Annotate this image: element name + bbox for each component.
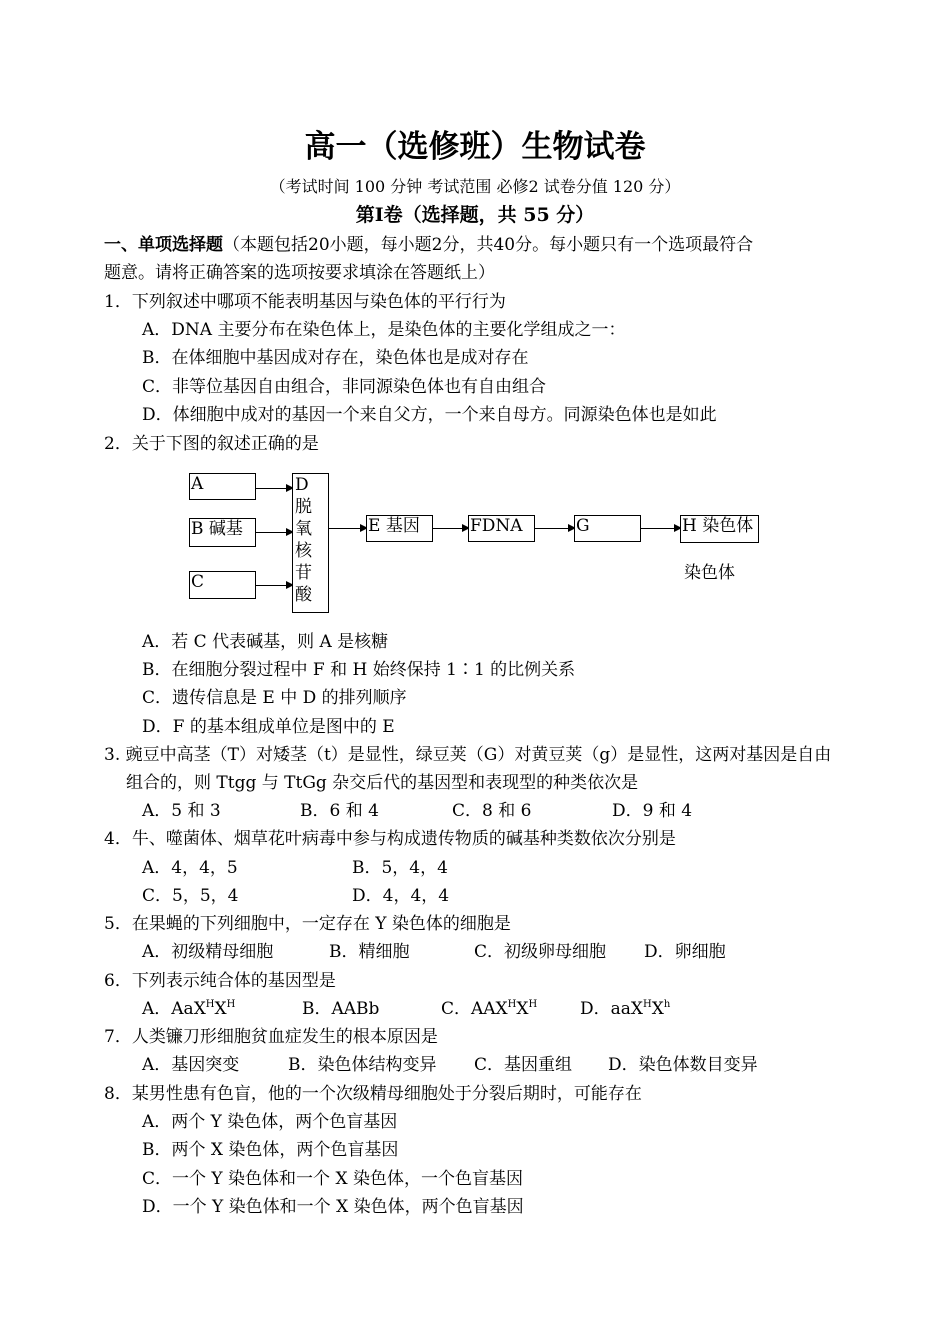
diagram-box-g: G: [574, 515, 641, 542]
genotype-superscript: H: [643, 999, 652, 1010]
section-intro-line-2: 题意。请将正确答案的选项按要求填涂在答题纸上）: [104, 263, 495, 283]
question-4-option-b: B．5，4，4: [352, 858, 448, 878]
question-8-option-b: B．两个 X 染色体，两个色盲基因: [142, 1140, 399, 1160]
question-5-option-c: C．初级卵母细胞: [474, 942, 607, 962]
arrow-a-to-d: [256, 488, 292, 489]
genotype-text: X: [651, 999, 664, 1019]
page-title: 高一（选修班）生物试卷: [304, 129, 646, 165]
question-1-option-b: B．在体细胞中基因成对存在，染色体也是成对存在: [142, 348, 529, 368]
question-8-option-c: C．一个 Y 染色体和一个 X 染色体，一个色盲基因: [142, 1169, 523, 1189]
genotype-superscript: H: [507, 999, 517, 1010]
question-5-option-a: A．初级精母细胞: [142, 942, 274, 962]
question-7-option-a: A．基因突变: [142, 1055, 240, 1075]
question-3-option-d: D．9 和 4: [612, 801, 693, 821]
question-1-option-a: A．DNA 主要分布在染色体上，是染色体的主要化学组成之一：: [142, 320, 626, 340]
question-4-option-c: C．5，5，4: [142, 886, 239, 906]
question-2-stem: 2．关于下图的叙述正确的是: [104, 434, 319, 454]
arrow-b-to-d: [256, 532, 292, 533]
arrow-g-to-h: [641, 528, 680, 529]
genotype-superscript: H: [528, 999, 538, 1010]
question-2-option-a: A．若 C 代表碱基，则 A 是核糖: [142, 632, 389, 652]
genotype-superscript: H: [226, 999, 236, 1010]
box-d-char: 酸: [295, 585, 312, 605]
question-2-option-b: B．在细胞分裂过程中 F 和 H 始终保持 1∶1 的比例关系: [142, 660, 576, 680]
diagram-box-e: E 基因: [366, 515, 433, 542]
diagram-box-f: FDNA: [468, 515, 535, 542]
genotype-superscript: H: [205, 999, 215, 1010]
question-3-option-b: B．6 和 4: [300, 801, 379, 821]
diagram-box-c: C: [189, 571, 256, 599]
question-6-option-a: [142, 998, 235, 1020]
diagram-box-h: H 染色体: [680, 515, 759, 543]
question-2-option-d: D．F 的基本组成单位是图中的 E: [142, 717, 395, 737]
section-intro-line-1: [104, 234, 753, 256]
question-8-option-d: D．一个 Y 染色体和一个 X 染色体，两个色盲基因: [142, 1197, 524, 1217]
question-6-stem: 6．下列表示纯合体的基因型是: [104, 971, 336, 991]
question-1-stem: 1．下列叙述中哪项不能表明基因与染色体的平行行为: [104, 292, 506, 312]
diagram-caption: 染色体: [684, 563, 735, 583]
question-2-option-c: C．遗传信息是 E 中 D 的排列顺序: [142, 688, 407, 708]
question-4-stem: 4．牛、噬菌体、烟草花叶病毒中参与构成遗传物质的碱基种类数依次分别是: [104, 829, 676, 849]
diagram-box-a: A: [189, 473, 256, 500]
question-6-option-d: [580, 998, 670, 1020]
question-5-option-b: B．精细胞: [329, 942, 410, 962]
question-7-option-d: D．染色体数目变异: [608, 1055, 758, 1075]
box-d-char: 核: [295, 541, 312, 561]
genotype-text: A．AaX: [142, 999, 206, 1019]
genotype-text: X: [516, 999, 529, 1019]
box-d-char: 氧: [295, 519, 312, 539]
question-7-stem: 7．人类镰刀形细胞贫血症发生的根本原因是: [104, 1027, 438, 1047]
box-d-char: 脱: [295, 497, 312, 517]
box-d-char: 苷: [295, 563, 312, 583]
genotype-text: D．aaX: [580, 999, 644, 1019]
question-5-stem: 5．在果蝇的下列细胞中，一定存在 Y 染色体的细胞是: [104, 914, 511, 934]
arrow-d-to-e: [329, 528, 366, 529]
question-7-option-b: B．染色体结构变异: [288, 1055, 437, 1075]
diagram-box-b: B 碱基: [189, 518, 256, 547]
question-6-option-b: B．AABb: [302, 999, 380, 1019]
question-5-option-d: D．卵细胞: [644, 942, 726, 962]
question-1-option-d: D．体细胞中成对的基因一个来自父方，一个来自母方。同源染色体也是如此: [142, 405, 717, 425]
question-7-option-c: C．基因重组: [474, 1055, 573, 1075]
exam-info: （考试时间 100 分钟 考试范围 必修2 试卷分值 120 分）: [269, 177, 681, 196]
question-8-option-a: A．两个 Y 染色体，两个色盲基因: [142, 1112, 398, 1132]
section-heading: 一、单项选择题: [104, 235, 223, 255]
arrow-f-to-g: [535, 528, 574, 529]
question-3-stem-line-1: 3. 豌豆中高茎（T）对矮茎（t）是显性，绿豆荚（G）对黄豆荚（g）是显性，这两对基因是自由: [104, 745, 832, 765]
genotype-superscript: h: [663, 999, 671, 1010]
question-3-option-a: A．5 和 3: [142, 801, 221, 821]
section-instructions: （本题包括20小题，每小题2分，共40分。每小题只有一个选项最符合: [223, 235, 754, 255]
question-4-option-d: D．4，4，4: [352, 886, 450, 906]
arrow-e-to-f: [433, 528, 468, 529]
question-1-option-c: C．非等位基因自由组合，非同源染色体也有自由组合: [142, 377, 547, 397]
diagram-box-d: [292, 473, 329, 613]
question-3-stem-line-2: 组合的，则 Ttgg 与 TtGg 杂交后代的基因型和表现型的种类依次是: [126, 773, 639, 793]
question-8-stem: 8．某男性患有色盲，他的一个次级精母细胞处于分裂后期时，可能存在: [104, 1084, 642, 1104]
genotype-text: X: [214, 999, 227, 1019]
question-4-option-a: A．4，4，5: [142, 858, 238, 878]
question-6-option-c: [441, 998, 537, 1020]
arrow-c-to-d: [256, 585, 292, 586]
question-3-option-c: C．8 和 6: [452, 801, 532, 821]
genotype-text: C．AAX: [441, 999, 508, 1019]
part-heading: 第Ⅰ卷（选择题，共 55 分）: [355, 204, 595, 226]
box-d-char: D: [295, 475, 309, 495]
